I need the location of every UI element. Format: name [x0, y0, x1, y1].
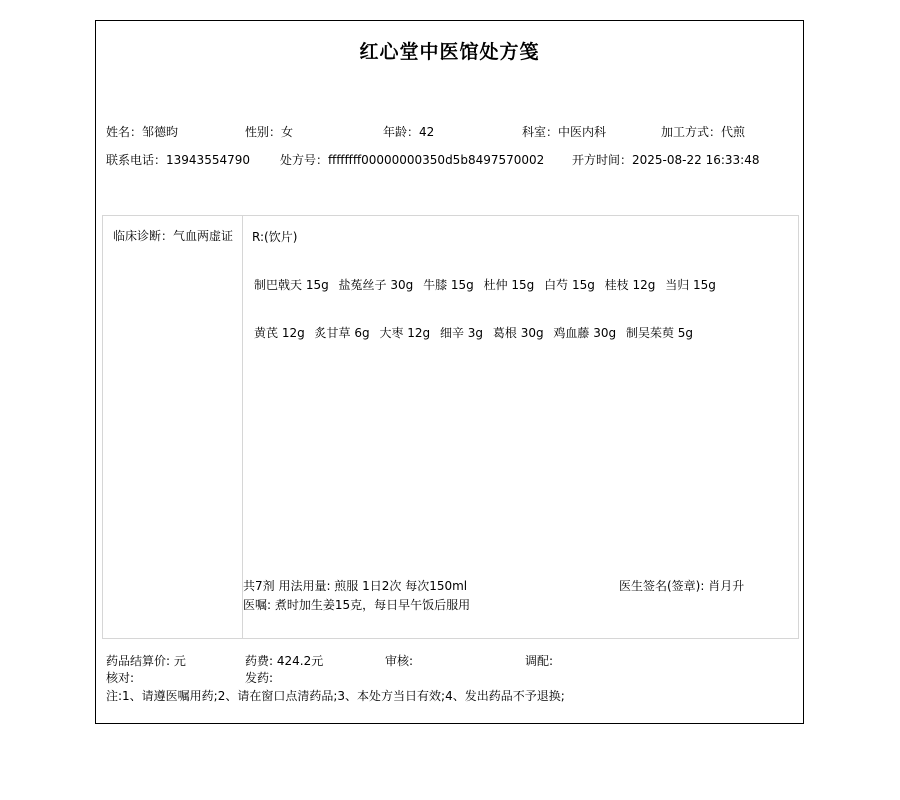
herb-item: 桂枝 12g: [604, 278, 656, 292]
patient-gender-label: 性别：: [245, 125, 282, 139]
patient-age-label: 年龄：: [383, 125, 420, 139]
check-label: 核对:: [106, 671, 135, 685]
herb-item: 葛根 30g: [492, 326, 544, 340]
page-title: 红心堂中医馆处方笺: [359, 41, 540, 63]
prescription-time-label: 开方时间：: [572, 153, 633, 167]
process-method-value: 代煎: [721, 125, 746, 139]
herb-item: 当归 15g: [665, 278, 716, 292]
diagnosis-label: 临床诊断：: [113, 229, 174, 243]
patient-gender-value: 女: [281, 125, 294, 139]
patient-gender: [245, 123, 293, 140]
rx-header: R:(饮片): [252, 230, 298, 244]
prescription-box: [102, 215, 799, 639]
herb-row-2: [254, 324, 699, 341]
herb-item: 白芍 15g: [544, 278, 595, 292]
patient-name: [106, 123, 178, 140]
dispense-label: 调配:: [525, 654, 554, 668]
prescription-time-value: 2025-08-22 16:33:48: [632, 153, 760, 167]
prescription-number-value: ffffffff00000000350d5b8497570002: [328, 153, 545, 167]
prescription-sheet: [95, 20, 804, 724]
clinical-diagnosis: [113, 228, 235, 245]
process-method: [661, 123, 745, 140]
patient-dept-value: 中医内科: [558, 125, 607, 139]
herb-item: 黄芪 12g: [254, 326, 305, 340]
doctor-advice: 医嘱: 煮时加生姜15克，每日早午饭后服用: [243, 598, 471, 612]
patient-name-value: 邹德昀: [142, 125, 179, 139]
herb-item: 细辛 3g: [439, 326, 484, 340]
column-divider: [242, 216, 243, 638]
settle-price: 药品结算价: 元: [106, 654, 186, 668]
prescription-number: [280, 151, 544, 168]
doctor-signature: 医生签名(签章): 肖月升: [619, 579, 745, 593]
herb-item: 制吴茱萸 5g: [625, 326, 694, 340]
herb-item: 鸡血藤 30g: [553, 326, 617, 340]
issue-label: 发药:: [245, 671, 274, 685]
patient-phone-label: 联系电话：: [106, 153, 167, 167]
patient-phone: [106, 151, 250, 168]
herb-item: 牛膝 15g: [423, 278, 474, 292]
patient-dept: [522, 123, 606, 140]
footer-note: 注:1、请遵医嘱用药;2、请在窗口点清药品;3、本处方当日有效;4、发出药品不予退换;: [106, 689, 565, 703]
herb-item: 大枣 12g: [379, 326, 431, 340]
herb-row-1: [254, 276, 722, 293]
review-label: 审核:: [385, 654, 414, 668]
herb-item: 杜仲 15g: [483, 278, 535, 292]
herb-item: 盐菟丝子 30g: [338, 278, 414, 292]
patient-age: [383, 123, 434, 140]
patient-age-value: 42: [419, 125, 435, 139]
herb-item: 炙甘草 6g: [314, 326, 370, 340]
drug-fee: 药费: 424.2元: [245, 654, 324, 668]
patient-phone-value: 13943554790: [166, 153, 250, 167]
prescription-time: [572, 151, 759, 168]
prescription-number-label: 处方号：: [280, 153, 329, 167]
process-method-label: 加工方式：: [661, 125, 722, 139]
patient-dept-label: 科室：: [522, 125, 559, 139]
diagnosis-value: 气血两虚证: [173, 229, 234, 243]
patient-name-label: 姓名：: [106, 125, 143, 139]
usage-dosage: 共7剂 用法用量: 煎服 1日2次 每次150ml: [243, 579, 468, 593]
herb-item: 制巴戟天 15g: [254, 278, 329, 292]
